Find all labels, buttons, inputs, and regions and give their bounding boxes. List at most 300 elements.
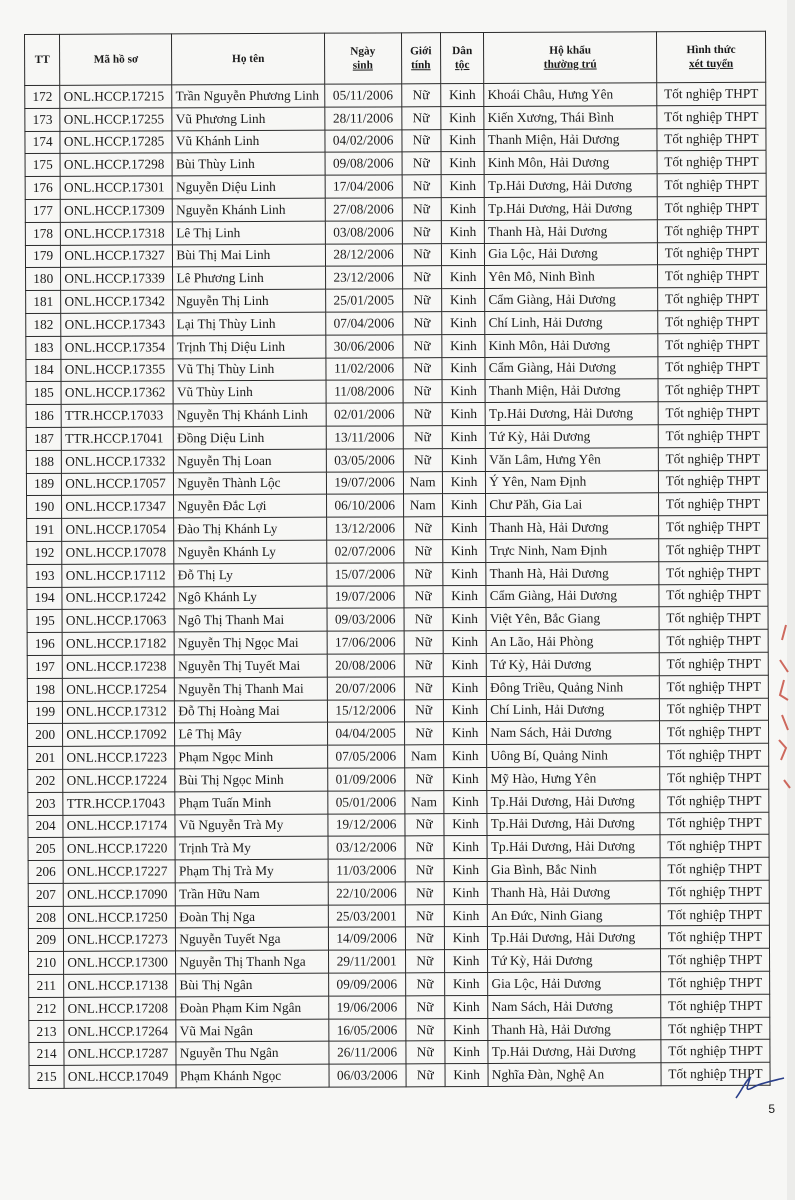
cell-tt: 196 — [27, 632, 62, 655]
cell-ho-ten: Vũ Thị Thùy Linh — [173, 358, 326, 381]
cell-ho-khau: Tp.Hải Dương, Hải Dương — [487, 835, 660, 859]
cell-ho-ten: Bùi Thị Ngọc Minh — [175, 768, 328, 791]
cell-ho-ten: Nguyễn Đắc Lợi — [174, 495, 327, 518]
cell-ma-ho-so: ONL.HCCP.17342 — [61, 290, 173, 313]
header-ngay-sinh-line2: sinh — [352, 59, 373, 72]
cell-hinh-thuc: Tốt nghiệp THPT — [658, 493, 767, 516]
cell-tt: 193 — [27, 564, 62, 587]
cell-ngay-sinh: 13/11/2006 — [326, 426, 403, 449]
cell-dan-toc: Kinh — [441, 83, 485, 106]
cell-ho-ten: Đỗ Thị Ly — [174, 563, 327, 586]
cell-ho-ten: Trịnh Trà My — [175, 836, 328, 859]
header-ho-khau — [484, 32, 657, 84]
cell-ho-khau: Thanh Hà, Hải Dương — [485, 220, 658, 244]
cell-gioi-tinh: Nữ — [403, 517, 442, 540]
cell-tt: 210 — [29, 952, 64, 975]
header-dan-toc-line2: tộc — [454, 59, 470, 72]
table-row — [26, 401, 767, 427]
table-row — [28, 926, 769, 952]
cell-hinh-thuc: Tốt nghiệp THPT — [657, 151, 766, 174]
cell-ho-khau: Tp.Hải Dương, Hải Dương — [487, 812, 660, 836]
cell-gioi-tinh: Nữ — [402, 266, 441, 289]
cell-tt: 190 — [27, 496, 62, 519]
cell-ma-ho-so: ONL.HCCP.17112 — [62, 564, 174, 587]
cell-dan-toc: Kinh — [443, 745, 487, 768]
cell-ho-khau: Cẩm Giàng, Hải Dương — [486, 584, 659, 608]
cell-ngay-sinh: 14/09/2006 — [328, 927, 405, 950]
table-row — [29, 1063, 770, 1089]
table-row — [25, 128, 766, 154]
cell-ma-ho-so: ONL.HCCP.17078 — [62, 541, 174, 564]
cell-tt: 181 — [26, 291, 61, 314]
cell-gioi-tinh: Nam — [404, 745, 443, 768]
cell-tt: 208 — [28, 906, 63, 929]
cell-tt: 198 — [27, 678, 62, 701]
cell-dan-toc: Kinh — [442, 471, 486, 494]
cell-dan-toc: Kinh — [441, 266, 485, 289]
header-ho-khau-line1: Hộ khẩu — [549, 44, 592, 57]
cell-tt: 172 — [25, 85, 60, 108]
cell-ho-khau: Cẩm Giàng, Hải Dương — [485, 356, 658, 380]
cell-ngay-sinh: 04/04/2005 — [327, 722, 404, 745]
cell-gioi-tinh: Nữ — [402, 243, 441, 266]
cell-gioi-tinh: Nữ — [405, 950, 444, 973]
cell-ho-khau: Nam Sách, Hải Dương — [487, 721, 660, 745]
table-row — [26, 356, 767, 382]
cell-ngay-sinh: 19/06/2006 — [329, 996, 406, 1019]
cell-gioi-tinh: Nữ — [403, 403, 442, 426]
cell-gioi-tinh: Nữ — [405, 1018, 444, 1041]
cell-ma-ho-so: ONL.HCCP.17362 — [61, 381, 173, 404]
cell-dan-toc: Kinh — [444, 790, 488, 813]
cell-dan-toc: Kinh — [441, 106, 485, 129]
cell-hinh-thuc: Tốt nghiệp THPT — [658, 287, 767, 310]
cell-tt: 205 — [28, 838, 63, 861]
cell-dan-toc: Kinh — [444, 927, 488, 950]
cell-hinh-thuc: Tốt nghiệp THPT — [658, 424, 767, 447]
cell-ho-khau: Chí Linh, Hải Dương — [485, 311, 658, 335]
cell-gioi-tinh: Nam — [404, 790, 443, 813]
cell-ngay-sinh: 25/01/2005 — [325, 289, 402, 312]
cell-tt: 188 — [26, 450, 61, 473]
cell-hinh-thuc: Tốt nghiệp THPT — [660, 789, 769, 812]
cell-ho-khau: Cẩm Giàng, Hải Dương — [485, 288, 658, 312]
cell-gioi-tinh: Nữ — [402, 198, 441, 221]
table-row — [25, 196, 766, 222]
cell-tt: 183 — [26, 336, 61, 359]
cell-dan-toc: Kinh — [445, 1041, 489, 1064]
cell-dan-toc: Kinh — [444, 767, 488, 790]
cell-tt: 185 — [26, 382, 61, 405]
cell-ma-ho-so: ONL.HCCP.17238 — [63, 655, 175, 678]
cell-ma-ho-so: ONL.HCCP.17208 — [64, 997, 176, 1020]
table-row — [26, 310, 767, 336]
cell-tt: 211 — [29, 974, 64, 997]
cell-ma-ho-so: ONL.HCCP.17215 — [60, 85, 172, 108]
cell-ngay-sinh: 07/04/2006 — [326, 312, 403, 335]
cell-hinh-thuc: Tốt nghiệp THPT — [659, 515, 768, 538]
table-row — [28, 789, 769, 815]
cell-ho-khau: An Lão, Hải Phòng — [486, 630, 659, 654]
cell-tt: 173 — [25, 108, 60, 131]
cell-ho-ten: Nguyễn Tuyết Nga — [176, 928, 329, 951]
cell-ho-ten: Trần Nguyễn Phương Linh — [172, 84, 325, 107]
table-row — [25, 82, 766, 108]
cell-tt: 195 — [27, 610, 62, 633]
cell-hinh-thuc: Tốt nghiệp THPT — [658, 379, 767, 402]
cell-gioi-tinh: Nữ — [402, 357, 441, 380]
cell-hinh-thuc: Tốt nghiệp THPT — [660, 743, 769, 766]
cell-ma-ho-so: ONL.HCCP.17285 — [60, 130, 172, 153]
cell-gioi-tinh: Nữ — [405, 904, 444, 927]
cell-dan-toc: Kinh — [441, 220, 485, 243]
cell-ma-ho-so: ONL.HCCP.17298 — [60, 153, 172, 176]
cell-ho-ten: Vũ Mai Ngân — [176, 1019, 329, 1042]
cell-tt: 212 — [29, 997, 64, 1020]
table-row — [28, 903, 769, 929]
cell-gioi-tinh: Nữ — [402, 220, 441, 243]
cell-hinh-thuc: Tốt nghiệp THPT — [658, 401, 767, 424]
cell-tt: 214 — [29, 1043, 64, 1066]
cell-ma-ho-so: ONL.HCCP.17063 — [62, 609, 174, 632]
cell-ho-ten: Lê Phương Linh — [173, 267, 326, 290]
cell-ho-khau: Gia Bình, Bắc Ninh — [487, 858, 660, 882]
header-tt: TT — [25, 34, 61, 85]
cell-tt: 180 — [26, 268, 61, 291]
cell-tt: 209 — [28, 929, 63, 952]
cell-ngay-sinh: 28/12/2006 — [325, 243, 402, 266]
cell-gioi-tinh: Nam — [403, 471, 442, 494]
cell-tt: 201 — [28, 746, 63, 769]
cell-ngay-sinh: 06/10/2006 — [326, 494, 403, 517]
cell-ho-ten: Nguyễn Thị Khánh Linh — [173, 403, 326, 426]
cell-dan-toc: Kinh — [442, 494, 486, 517]
cell-dan-toc: Kinh — [442, 425, 486, 448]
cell-gioi-tinh: Nữ — [405, 882, 444, 905]
table-row — [27, 561, 768, 587]
cell-ho-ten: Vũ Nguyễn Trà My — [175, 814, 328, 837]
cell-tt: 197 — [27, 655, 62, 678]
table-row — [27, 629, 768, 655]
page-number: 5 — [768, 1102, 775, 1116]
header-ho-ten: Họ tên — [172, 33, 325, 85]
cell-gioi-tinh: Nữ — [401, 129, 440, 152]
cell-ma-ho-so: ONL.HCCP.17054 — [62, 518, 174, 541]
cell-dan-toc: Kinh — [443, 585, 487, 608]
table-row — [28, 812, 769, 838]
cell-ho-ten: Ngô Thị Thanh Mai — [174, 609, 327, 632]
cell-ho-ten: Đào Thị Khánh Ly — [174, 517, 327, 540]
cell-ngay-sinh: 17/04/2006 — [325, 175, 402, 198]
cell-ma-ho-so: ONL.HCCP.17264 — [64, 1020, 176, 1043]
cell-ma-ho-so: ONL.HCCP.17312 — [63, 700, 175, 723]
cell-ma-ho-so: TTR.HCCP.17033 — [61, 404, 173, 427]
cell-ma-ho-so: ONL.HCCP.17250 — [64, 906, 176, 929]
cell-gioi-tinh: Nữ — [405, 996, 444, 1019]
table-row — [27, 584, 768, 610]
header-hinh-thuc — [656, 31, 765, 82]
cell-gioi-tinh: Nữ — [405, 859, 444, 882]
cell-ma-ho-so: ONL.HCCP.17254 — [63, 678, 175, 701]
table-row — [27, 607, 768, 633]
cell-ma-ho-so: ONL.HCCP.17273 — [64, 928, 176, 951]
cell-hinh-thuc: Tốt nghiệp THPT — [659, 538, 768, 561]
header-gioi-tinh-line2: tính — [411, 59, 431, 72]
cell-dan-toc: Kinh — [444, 813, 488, 836]
cell-tt: 204 — [28, 815, 63, 838]
table-row — [29, 971, 770, 997]
cell-tt: 192 — [27, 541, 62, 564]
cell-ngay-sinh: 25/03/2001 — [328, 905, 405, 928]
cell-dan-toc: Kinh — [442, 334, 486, 357]
cell-ngay-sinh: 19/12/2006 — [328, 813, 405, 836]
table-row — [27, 675, 768, 701]
table-row — [28, 835, 769, 861]
header-gioi-tinh-line1: Giới — [410, 45, 432, 58]
cell-ho-ten: Bùi Thị Mai Linh — [173, 244, 326, 267]
cell-ho-ten: Phạm Khánh Ngọc — [176, 1064, 329, 1087]
cell-ma-ho-so: ONL.HCCP.17220 — [63, 837, 175, 860]
cell-ho-ten: Nguyễn Thị Loan — [174, 449, 327, 472]
cell-gioi-tinh: Nữ — [402, 152, 441, 175]
cell-ho-khau: Tp.Hải Dương, Hải Dương — [488, 926, 661, 950]
cell-hinh-thuc: Tốt nghiệp THPT — [659, 584, 768, 607]
cell-ho-khau: Kinh Môn, Hải Dương — [485, 334, 658, 358]
cell-ngay-sinh: 03/08/2006 — [325, 221, 402, 244]
cell-hinh-thuc: Tốt nghiệp THPT — [658, 356, 767, 379]
cell-ho-ten: Vũ Khánh Linh — [172, 130, 325, 153]
cell-ho-ten: Đỗ Thị Hoàng Mai — [175, 700, 328, 723]
cell-ngay-sinh: 11/02/2006 — [326, 357, 403, 380]
cell-ho-ten: Nguyễn Thành Lộc — [174, 472, 327, 495]
cell-ho-khau: Uông Bí, Quảng Ninh — [487, 744, 660, 768]
cell-ma-ho-so: ONL.HCCP.17224 — [63, 769, 175, 792]
cell-ho-khau: Nam Sách, Hải Dương — [488, 995, 661, 1019]
cell-dan-toc: Kinh — [443, 562, 487, 585]
cell-ngay-sinh: 29/11/2001 — [328, 950, 405, 973]
cell-tt: 213 — [29, 1020, 64, 1043]
cell-ma-ho-so: ONL.HCCP.17138 — [64, 974, 176, 997]
cell-ngay-sinh: 27/08/2006 — [325, 198, 402, 221]
table-row — [27, 698, 768, 724]
cell-hinh-thuc: Tốt nghiệp THPT — [661, 1063, 770, 1086]
cell-ho-khau: Tp.Hải Dương, Hải Dương — [487, 789, 660, 813]
cell-ho-khau: Nghĩa Đàn, Nghệ An — [488, 1063, 661, 1087]
table-row — [26, 265, 767, 291]
cell-dan-toc: Kinh — [445, 1018, 489, 1041]
cell-ho-khau: Tp.Hải Dương, Hải Dương — [484, 174, 657, 198]
cell-gioi-tinh: Nữ — [403, 562, 442, 585]
cell-ho-khau: Yên Mô, Ninh Bình — [485, 265, 658, 289]
cell-ma-ho-so: ONL.HCCP.17092 — [63, 723, 175, 746]
cell-dan-toc: Kinh — [441, 175, 485, 198]
header-dan-toc — [440, 32, 484, 83]
cell-ma-ho-so: ONL.HCCP.17343 — [61, 313, 173, 336]
table-row — [28, 880, 769, 906]
cell-tt: 184 — [26, 359, 61, 382]
cell-hinh-thuc: Tốt nghiệp THPT — [659, 629, 768, 652]
cell-gioi-tinh: Nữ — [404, 768, 443, 791]
header-ma-ho-so: Mã hồ sơ — [60, 34, 172, 85]
table-row — [28, 766, 769, 792]
cell-ngay-sinh: 09/09/2006 — [328, 973, 405, 996]
cell-ho-ten: Đoàn Phạm Kim Ngân — [176, 996, 329, 1019]
cell-ngay-sinh: 26/11/2006 — [329, 1041, 406, 1064]
cell-ho-ten: Nguyễn Thị Thanh Mai — [175, 677, 328, 700]
cell-ho-khau: Kinh Môn, Hải Dương — [484, 151, 657, 175]
cell-dan-toc: Kinh — [441, 197, 485, 220]
cell-ngay-sinh: 15/07/2006 — [327, 563, 404, 586]
red-stamp-mark — [776, 620, 794, 800]
cell-hinh-thuc: Tốt nghiệp THPT — [661, 1040, 770, 1063]
cell-gioi-tinh: Nữ — [404, 654, 443, 677]
cell-ngay-sinh: 23/12/2006 — [325, 266, 402, 289]
cell-ngay-sinh: 19/07/2006 — [326, 471, 403, 494]
cell-hinh-thuc: Tốt nghiệp THPT — [659, 675, 768, 698]
cell-ma-ho-so: ONL.HCCP.17301 — [60, 176, 172, 199]
cell-ho-ten: Nguyễn Thị Linh — [173, 289, 326, 312]
cell-ho-khau: Tp.Hải Dương, Hải Dương — [485, 402, 658, 426]
cell-ngay-sinh: 16/05/2006 — [329, 1019, 406, 1042]
table-row — [26, 333, 767, 359]
cell-gioi-tinh: Nữ — [402, 289, 441, 312]
cell-hinh-thuc: Tốt nghiệp THPT — [660, 766, 769, 789]
cell-ho-khau: Chư Păh, Gia Lai — [486, 493, 659, 517]
cell-hinh-thuc: Tốt nghiệp THPT — [657, 196, 766, 219]
cell-ma-ho-so: ONL.HCCP.17057 — [62, 472, 174, 495]
cell-dan-toc: Kinh — [443, 722, 487, 745]
cell-ho-ten: Phạm Tuấn Minh — [175, 791, 328, 814]
cell-gioi-tinh: Nữ — [405, 1041, 444, 1064]
cell-ho-ten: Phạm Ngọc Minh — [175, 745, 328, 768]
cell-ho-khau: Thanh Hà, Hải Dương — [486, 516, 659, 540]
cell-tt: 176 — [25, 177, 60, 200]
cell-ho-khau: Gia Lộc, Hải Dương — [488, 972, 661, 996]
cell-ho-khau: Ý Yên, Nam Định — [486, 470, 659, 494]
cell-ngay-sinh: 02/01/2006 — [326, 403, 403, 426]
cell-dan-toc: Kinh — [444, 973, 488, 996]
cell-dan-toc: Kinh — [444, 950, 488, 973]
cell-hinh-thuc: Tốt nghiệp THPT — [660, 812, 769, 835]
cell-tt: 215 — [29, 1066, 64, 1089]
cell-ma-ho-so: ONL.HCCP.17318 — [61, 222, 173, 245]
cell-tt: 191 — [27, 518, 62, 541]
cell-hinh-thuc: Tốt nghiệp THPT — [660, 949, 769, 972]
cell-ho-khau: Thanh Hà, Hải Dương — [486, 561, 659, 585]
cell-ma-ho-so: ONL.HCCP.17287 — [64, 1042, 176, 1065]
cell-ma-ho-so: ONL.HCCP.17339 — [61, 267, 173, 290]
table-row — [29, 1040, 770, 1066]
cell-ngay-sinh: 11/03/2006 — [328, 859, 405, 882]
cell-gioi-tinh: Nữ — [402, 312, 441, 335]
cell-dan-toc: Kinh — [443, 631, 487, 654]
cell-dan-toc: Kinh — [443, 608, 487, 631]
cell-ngay-sinh: 09/03/2006 — [327, 608, 404, 631]
cell-hinh-thuc: Tốt nghiệp THPT — [658, 447, 767, 470]
cell-hinh-thuc: Tốt nghiệp THPT — [661, 994, 770, 1017]
cell-ngay-sinh: 01/09/2006 — [328, 768, 405, 791]
cell-dan-toc: Kinh — [441, 243, 485, 266]
cell-ma-ho-so: ONL.HCCP.17182 — [62, 632, 174, 655]
cell-ho-khau: Gia Lộc, Hải Dương — [485, 242, 658, 266]
cell-dan-toc: Kinh — [443, 653, 487, 676]
cell-gioi-tinh: Nữ — [404, 608, 443, 631]
cell-ho-khau: An Đức, Ninh Giang — [488, 903, 661, 927]
cell-ho-khau: Tp.Hải Dương, Hải Dương — [485, 197, 658, 221]
cell-ho-ten: Trần Hữu Nam — [176, 882, 329, 905]
cell-ngay-sinh: 20/07/2006 — [327, 677, 404, 700]
cell-ma-ho-so: ONL.HCCP.17227 — [63, 860, 175, 883]
cell-ngay-sinh: 17/06/2006 — [327, 631, 404, 654]
cell-ho-khau: Mỹ Hào, Hưng Yên — [487, 767, 660, 791]
cell-ma-ho-so: ONL.HCCP.17049 — [64, 1065, 176, 1088]
cell-ho-ten: Nguyễn Thị Tuyết Mai — [175, 654, 328, 677]
cell-tt: 189 — [26, 473, 61, 496]
cell-ma-ho-so: TTR.HCCP.17043 — [63, 792, 175, 815]
header-ngay-sinh — [324, 33, 401, 84]
cell-ngay-sinh: 03/05/2006 — [326, 449, 403, 472]
cell-ho-khau: Trực Ninh, Nam Định — [486, 539, 659, 563]
cell-ngay-sinh: 05/01/2006 — [328, 791, 405, 814]
cell-ho-ten: Nguyễn Thu Ngân — [176, 1042, 329, 1065]
cell-ngay-sinh: 07/05/2006 — [327, 745, 404, 768]
cell-ho-khau: Kiến Xương, Thái Bình — [484, 106, 657, 130]
cell-gioi-tinh: Nữ — [402, 175, 441, 198]
cell-ho-ten: Nguyễn Thị Thanh Nga — [176, 950, 329, 973]
cell-dan-toc: Kinh — [442, 311, 486, 334]
table-row — [29, 949, 770, 975]
cell-tt: 199 — [27, 701, 62, 724]
cell-tt: 179 — [25, 245, 60, 268]
cell-ma-ho-so: ONL.HCCP.17354 — [61, 336, 173, 359]
cell-hinh-thuc: Tốt nghiệp THPT — [660, 880, 769, 903]
cell-tt: 186 — [26, 404, 61, 427]
cell-hinh-thuc: Tốt nghiệp THPT — [661, 1017, 770, 1040]
table-row — [25, 242, 766, 268]
cell-ho-ten: Lê Thị Mây — [175, 722, 328, 745]
table-header — [25, 31, 766, 85]
cell-gioi-tinh: Nữ — [403, 426, 442, 449]
table-row — [26, 287, 767, 313]
cell-gioi-tinh: Nữ — [404, 722, 443, 745]
cell-ho-ten: Lại Thị Thùy Linh — [173, 312, 326, 335]
cell-ma-ho-so: ONL.HCCP.17332 — [62, 450, 174, 473]
cell-ngay-sinh: 13/12/2006 — [326, 517, 403, 540]
cell-hinh-thuc: Tốt nghiệp THPT — [659, 698, 768, 721]
cell-ngay-sinh: 09/08/2006 — [325, 152, 402, 175]
header-ngay-sinh-line1: Ngày — [350, 45, 376, 58]
admission-list-table — [24, 31, 771, 1089]
table-row — [26, 379, 767, 405]
cell-ma-ho-so: TTR.HCCP.17041 — [62, 427, 174, 450]
cell-dan-toc: Kinh — [443, 676, 487, 699]
cell-ho-ten: Đoàn Thị Nga — [176, 905, 329, 928]
cell-tt: 182 — [26, 313, 61, 336]
cell-ma-ho-so: ONL.HCCP.17255 — [60, 108, 172, 131]
cell-ho-ten: Lê Thị Linh — [173, 221, 326, 244]
cell-dan-toc: Kinh — [444, 881, 488, 904]
cell-dan-toc: Kinh — [441, 129, 485, 152]
cell-hinh-thuc: Tốt nghiệp THPT — [657, 265, 766, 288]
cell-hinh-thuc: Tốt nghiệp THPT — [659, 652, 768, 675]
cell-ho-ten: Trịnh Thị Diệu Linh — [173, 335, 326, 358]
table-row — [25, 219, 766, 245]
signature-mark — [728, 1072, 788, 1102]
cell-tt: 175 — [25, 154, 60, 177]
cell-ho-ten: Phạm Thị Trà My — [175, 859, 328, 882]
cell-gioi-tinh: Nữ — [403, 448, 442, 471]
cell-gioi-tinh: Nữ — [403, 380, 442, 403]
